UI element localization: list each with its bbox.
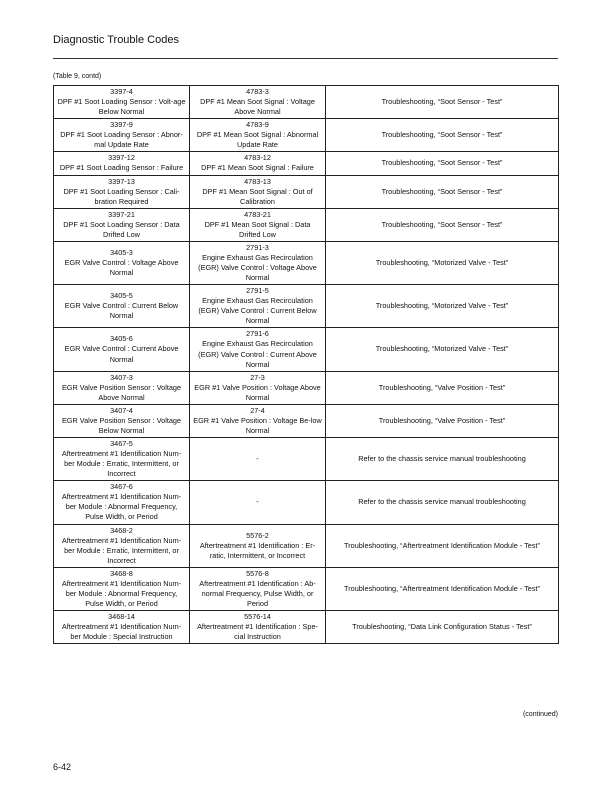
cdl-code: 5576-2 — [246, 530, 269, 540]
j1939-description: EGR Valve Position Sensor : Voltage Below Normal — [61, 415, 182, 435]
cdl-code: 2791-6 — [246, 329, 269, 339]
j1939-code: 3407-4 — [110, 405, 133, 415]
j1939-description: DPF #1 Soot Loading Sensor : Failure — [59, 163, 184, 173]
cdl-code-cell — [190, 611, 326, 644]
table-row — [54, 152, 559, 175]
table-row — [54, 404, 559, 437]
j1939-code-cell — [54, 438, 190, 481]
cdl-code-cell — [190, 481, 326, 524]
troubleshooting-procedure: Troubleshooting, “Valve Position - Test” — [326, 371, 559, 404]
j1939-description: DPF #1 Soot Loading Sensor : Data Drifted Low — [63, 219, 180, 239]
troubleshooting-procedure: Troubleshooting, “Aftertreatment Identification Module - Test” — [326, 524, 559, 567]
table-row — [54, 481, 559, 524]
j1939-code: 3468-14 — [108, 612, 135, 621]
j1939-code: 3407-3 — [110, 372, 133, 382]
j1939-code-cell — [54, 328, 190, 371]
cdl-code: 5576-14 — [244, 612, 271, 621]
troubleshooting-procedure: Refer to the chassis service manual troubleshooting — [326, 438, 559, 481]
cdl-code: 4783-13 — [244, 176, 271, 186]
cdl-code-cell — [190, 86, 326, 119]
troubleshooting-procedure: Troubleshooting, “Soot Sensor - Test” — [326, 119, 559, 152]
j1939-description: EGR Valve Control : Voltage Above Normal — [64, 257, 179, 278]
cdl-code-cell — [190, 208, 326, 241]
table-row — [54, 567, 559, 610]
j1939-description: DPF #1 Soot Loading Sensor : Abnor-mal Update Rate — [60, 130, 183, 150]
cdl-code-cell — [190, 404, 326, 437]
troubleshooting-procedure: Troubleshooting, “Motorized Valve - Test” — [326, 285, 559, 328]
table-row — [54, 208, 559, 241]
table-row — [54, 328, 559, 371]
j1939-description: EGR Valve Position Sensor : Voltage Above Normal — [61, 382, 182, 402]
dtc-table-body — [54, 86, 559, 644]
j1939-code: 3397-13 — [108, 176, 135, 186]
cdl-code: 4783-21 — [244, 209, 271, 219]
j1939-code-cell — [54, 152, 190, 175]
j1939-code-cell — [54, 175, 190, 208]
cdl-description: EGR #1 Valve Position : Voltage Be-low Normal — [193, 415, 322, 435]
j1939-description: Aftertreatment #1 Identification Num-ber Module : Abnormal Frequency, Pulse Width, or Period — [61, 492, 182, 522]
troubleshooting-procedure: Troubleshooting, “Motorized Valve - Test” — [326, 328, 559, 371]
cdl-description: - — [256, 454, 259, 464]
cdl-code: 5576-8 — [246, 568, 269, 578]
j1939-code-cell — [54, 208, 190, 241]
cdl-code-cell — [190, 328, 326, 371]
troubleshooting-procedure: Troubleshooting, “Soot Sensor - Test” — [326, 152, 559, 175]
j1939-code-cell — [54, 119, 190, 152]
dtc-table — [53, 85, 559, 644]
j1939-code: 3405-6 — [110, 334, 133, 344]
j1939-code: 3397-21 — [108, 209, 135, 219]
cdl-description: - — [256, 497, 259, 507]
j1939-code: 3397-9 — [110, 120, 133, 130]
j1939-code-cell — [54, 285, 190, 328]
j1939-code-cell — [54, 481, 190, 524]
cdl-code-cell — [190, 119, 326, 152]
j1939-description: DPF #1 Soot Loading Sensor : Cali-bration Required — [63, 186, 180, 206]
cdl-code: 4783-9 — [246, 120, 269, 130]
j1939-code-cell — [54, 241, 190, 284]
table-row — [54, 524, 559, 567]
table-row — [54, 438, 559, 481]
cdl-code-cell — [190, 285, 326, 328]
j1939-code-cell — [54, 404, 190, 437]
troubleshooting-procedure: Troubleshooting, “Data Link Configuration Status - Test” — [326, 611, 559, 644]
cdl-code-cell — [190, 175, 326, 208]
cdl-description: DPF #1 Mean Soot Signal : Out of Calibration — [202, 186, 313, 206]
cdl-description: Engine Exhaust Gas Recirculation (EGR) Valve Control : Voltage Above Normal — [198, 252, 317, 283]
cdl-code-cell — [190, 567, 326, 610]
table-row — [54, 285, 559, 328]
table-row — [54, 175, 559, 208]
j1939-code-cell — [54, 611, 190, 644]
j1939-description: DPF #1 Soot Loading Sensor : Volt-age Below Normal — [57, 97, 186, 117]
troubleshooting-procedure: Troubleshooting, “Aftertreatment Identification Module - Test” — [326, 567, 559, 610]
j1939-description: Aftertreatment #1 Identification Num-ber Module : Special Instruction — [61, 622, 182, 642]
cdl-description: DPF #1 Mean Soot Signal : Abnormal Update Rate — [196, 130, 319, 150]
cdl-description: Engine Exhaust Gas Recirculation (EGR) Valve Control : Current Below Normal — [198, 296, 317, 326]
cdl-code: 27-4 — [250, 405, 265, 415]
j1939-code: 3397-4 — [110, 87, 133, 96]
troubleshooting-procedure: Troubleshooting, “Valve Position - Test” — [326, 404, 559, 437]
cdl-code: 2791-3 — [246, 242, 269, 252]
j1939-description: EGR Valve Control : Current Below Normal — [64, 301, 179, 321]
j1939-code: 3468-2 — [110, 525, 133, 535]
cdl-description: Aftertreatment #1 Identification : Ab-normal Frequency, Pulse Width, or Period — [199, 578, 316, 608]
troubleshooting-procedure: Troubleshooting, “Soot Sensor - Test” — [326, 86, 559, 119]
table-row — [54, 241, 559, 284]
j1939-description: Aftertreatment #1 Identification Num-ber Module : Erratic, Intermittent, or Incorrect — [61, 449, 182, 479]
j1939-code: 3405-5 — [110, 291, 133, 301]
j1939-code: 3405-3 — [110, 247, 133, 257]
j1939-description: Aftertreatment #1 Identification Num-ber Module : Erratic, Intermittent, or Incorrect — [61, 535, 182, 565]
troubleshooting-procedure: Troubleshooting, “Motorized Valve - Test” — [326, 241, 559, 284]
cdl-description: DPF #1 Mean Soot Signal : Failure — [201, 163, 314, 173]
j1939-code: 3468-8 — [110, 568, 133, 578]
table-row — [54, 611, 559, 644]
cdl-description: EGR #1 Valve Position : Voltage Above Normal — [194, 382, 321, 402]
cdl-code-cell — [190, 371, 326, 404]
j1939-code: 3397-12 — [108, 153, 135, 163]
table-row — [54, 371, 559, 404]
j1939-description: EGR Valve Control : Current Above Normal — [64, 344, 179, 364]
cdl-code-cell — [190, 438, 326, 481]
table-caption: (Table 9, contd) — [53, 73, 102, 80]
page-header-title: Diagnostic Trouble Codes — [53, 34, 179, 46]
troubleshooting-procedure: Refer to the chassis service manual troubleshooting — [326, 481, 559, 524]
table-row — [54, 86, 559, 119]
cdl-code: 4783-3 — [246, 87, 269, 96]
j1939-code-cell — [54, 371, 190, 404]
cdl-code-cell — [190, 152, 326, 175]
cdl-description: Engine Exhaust Gas Recirculation (EGR) Valve Control : Current Above Normal — [198, 339, 317, 369]
cdl-code: 27-3 — [250, 372, 265, 382]
j1939-code: 3467-5 — [110, 439, 133, 448]
page-number: 6-42 — [53, 762, 72, 772]
j1939-description: Aftertreatment #1 Identification Num-ber Module : Abnormal Frequency, Pulse Width, or Period — [61, 578, 182, 608]
j1939-code: 3467-6 — [110, 482, 133, 492]
j1939-code-cell — [54, 524, 190, 567]
cdl-description: DPF #1 Mean Soot Signal : Data Drifted Low — [204, 219, 311, 239]
header-divider — [53, 58, 558, 59]
continued-note: (continued) — [522, 711, 558, 718]
troubleshooting-procedure: Troubleshooting, “Soot Sensor - Test” — [326, 208, 559, 241]
cdl-description: DPF #1 Mean Soot Signal : Voltage Above Normal — [200, 97, 315, 117]
cdl-description: Aftertreatment #1 Identification : Er-ratic, Intermittent, or Incorrect — [199, 540, 316, 560]
j1939-code-cell — [54, 567, 190, 610]
cdl-code-cell — [190, 241, 326, 284]
j1939-code-cell — [54, 86, 190, 119]
cdl-code-cell — [190, 524, 326, 567]
cdl-code: 4783-12 — [244, 153, 271, 163]
cdl-code: 2791-5 — [246, 286, 269, 296]
cdl-description: Aftertreatment #1 Identification : Spe-cial Instruction — [197, 622, 318, 642]
table-row — [54, 119, 559, 152]
troubleshooting-procedure: Troubleshooting, “Soot Sensor - Test” — [326, 175, 559, 208]
